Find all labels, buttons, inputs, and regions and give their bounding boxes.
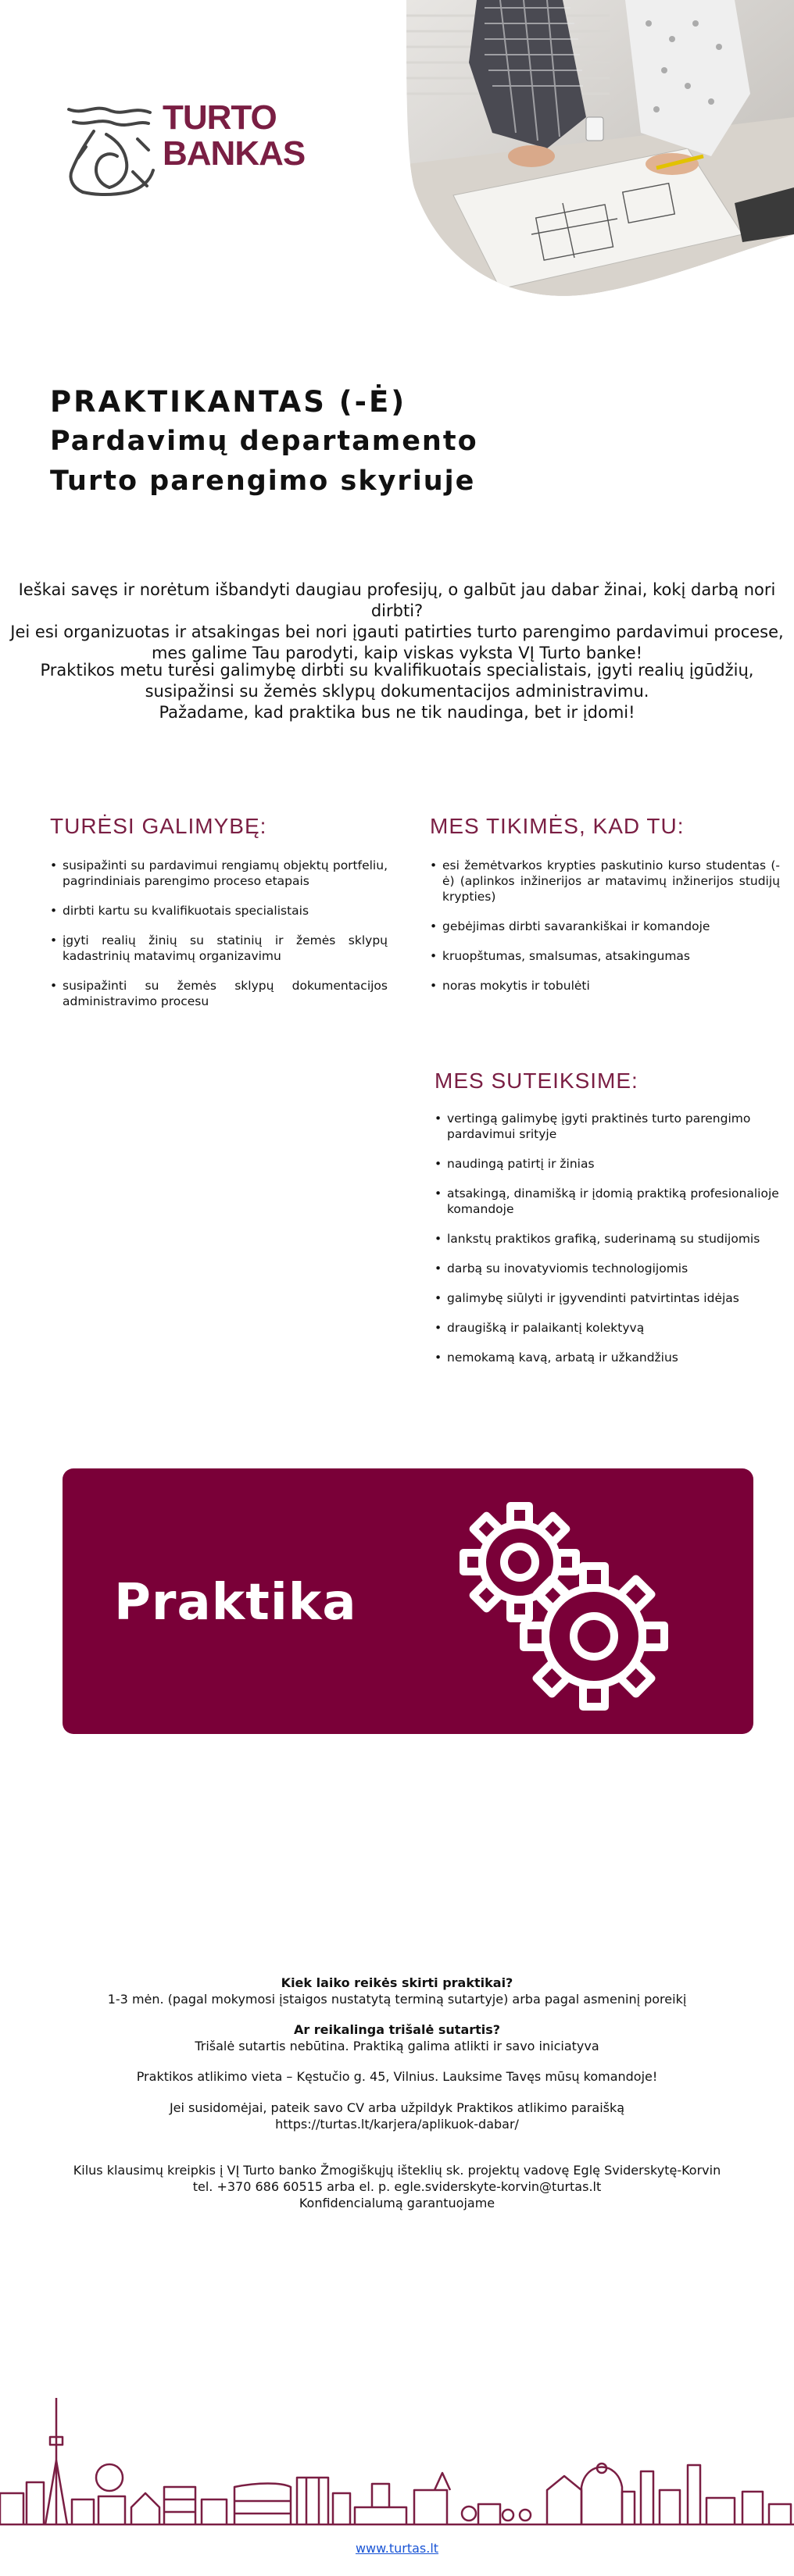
- intro-line: susipažinsi su žemės sklypų dokumentacijos administravimu.: [145, 682, 649, 701]
- footer: [0, 2541, 794, 2556]
- intro-paragraph-1: [0, 580, 794, 664]
- list-item: • nemokamą kavą, arbatą ir užkandžius: [435, 1350, 781, 1365]
- apply-block: [0, 2100, 794, 2132]
- list-item: • draugišką ir palaikantį kolektyvą: [435, 1320, 781, 1336]
- griffin-logo-icon: [63, 100, 156, 209]
- list-item: • darbą su inovatyviomis technologijomis: [435, 1261, 781, 1276]
- list-item: • lankstų praktikos grafiką, suderinamą su studijomis: [435, 1231, 781, 1247]
- confidentiality-note: Konfidencialumą garantuojame: [299, 2196, 495, 2210]
- list-item: • esi žemėtvarkos krypties paskutinio kurso studentas (-ė) (aplinkos inžinerijos ar matavimų inžinerijos studijų krypties): [430, 858, 780, 904]
- offer-list: [435, 1111, 781, 1365]
- contact-line: Kilus klausimų kreipkis į VĮ Turto banko Žmogiškųjų išteklių sk. projektų vadovę Eglę Sviderskytę-Korvin: [73, 2163, 721, 2178]
- intro-paragraph-2: [0, 660, 794, 723]
- duration-block: [0, 1975, 794, 2007]
- opportunities-heading: TURĖSI GALIMYBĘ:: [50, 814, 267, 838]
- contact-block: [0, 2162, 794, 2211]
- opportunities-list: [50, 858, 388, 1009]
- list-item: • naudingą patirtį ir žinias: [435, 1156, 781, 1172]
- job-title: [50, 383, 675, 501]
- duration-answer: 1-3 mėn. (pagal mokymosi įstaigos nustatytą terminą sutartyje) arba pagal asmeninį poreikį: [107, 1992, 687, 2007]
- duration-question: Kiek laiko reikės skirti praktikai?: [281, 1975, 513, 1990]
- intro-line: Jei esi organizuotas ir atsakingas bei nori įgauti patirties turto parengimo pardavimui procese,: [10, 623, 784, 641]
- logo-line1: TURTO: [163, 98, 277, 137]
- intro-line: Praktikos metu turėsi galimybę dirbti su kvalifikuotais specialistais, įgyti realių įgūdžių,: [40, 661, 754, 680]
- logo: [63, 98, 306, 209]
- offer-section: [435, 1069, 781, 1379]
- vilnius-skyline-icon: [0, 2390, 794, 2531]
- list-item: • susipažinti su žemės sklypų dokumentacijos administravimo procesu: [50, 978, 388, 1009]
- list-item: • vertingą galimybę įgyti praktinės turto parengimo pardavimui srityje: [435, 1111, 781, 1142]
- offer-heading: MES SUTEIKSIME:: [435, 1069, 638, 1093]
- list-item: • kruopštumas, smalsumas, atsakingumas: [430, 948, 780, 964]
- list-item: • noras mokytis ir tobulėti: [430, 978, 780, 994]
- location-text: Praktikos atlikimo vieta – Kęstučio g. 45, Vilnius. Lauksime Tavęs mūsų komandoje!: [136, 2069, 658, 2084]
- list-item: • dirbti kartu su kvalifikuotais specialistais: [50, 903, 388, 919]
- requirements-heading: MES TIKIMĖS, KAD TU:: [430, 814, 685, 838]
- list-item: • gebėjimas dirbti savarankiškai ir komandoje: [430, 919, 780, 934]
- contract-block: [0, 2021, 794, 2054]
- apply-link[interactable]: https://turtas.lt/karjera/aplikuok-dabar/: [275, 2117, 519, 2132]
- requirements-section: [430, 814, 780, 1008]
- title-position: PRAKTIKANTAS (-Ė): [50, 385, 407, 419]
- logo-wordmark: [163, 100, 305, 172]
- list-item: • galimybę siūlyti ir įgyvendinti patvirtintas idėjas: [435, 1290, 781, 1306]
- website-link[interactable]: www.turtas.lt: [355, 2541, 439, 2556]
- apply-text: Jei susidomėjai, pateik savo CV arba užpildyk Praktikos atlikimo paraišką: [169, 2100, 625, 2115]
- contract-question: Ar reikalinga trišalė sutartis?: [293, 2022, 501, 2037]
- list-item: • susipažinti su pardavimui rengiamų objektų portfeliu, pagrindiniais parengimo proceso etapais: [50, 858, 388, 889]
- intro-line: Pažadame, kad praktika bus ne tik naudinga, bet ir įdomi!: [159, 703, 635, 722]
- banner-label: Praktika: [114, 1574, 357, 1632]
- opportunities-section: [50, 814, 388, 1023]
- contact-line: tel. +370 686 60515 arba el. p. egle.sviderskyte-korvin@turtas.lt: [192, 2179, 602, 2194]
- hero-photo: [406, 0, 794, 297]
- title-department: Pardavimų departamento: [50, 426, 478, 457]
- list-item: • atsakingą, dinamišką ir įdomią praktiką profesionalioje komandoje: [435, 1186, 781, 1217]
- praktika-banner: [63, 1468, 753, 1734]
- list-item: • įgyti realių žinių su statinių ir žemės sklypų kadastrinių matavimų organizavimu: [50, 933, 388, 964]
- requirements-list: [430, 858, 780, 994]
- logo-line2: BANKAS: [163, 134, 306, 173]
- title-unit: Turto parengimo skyriuje: [50, 466, 476, 497]
- intro-line: Ieškai savęs ir norėtum išbandyti daugiau profesijų, o galbūt jau dabar žinai, kokį darbą nori dirbti?: [18, 580, 776, 620]
- intro-line: mes galime Tau parodyti, kaip viskas vyksta VĮ Turto banke!: [151, 644, 643, 662]
- gears-icon: [438, 1484, 672, 1718]
- contract-answer: Trišalė sutartis nebūtina. Praktiką galima atlikti ir savo iniciatyva: [195, 2039, 599, 2053]
